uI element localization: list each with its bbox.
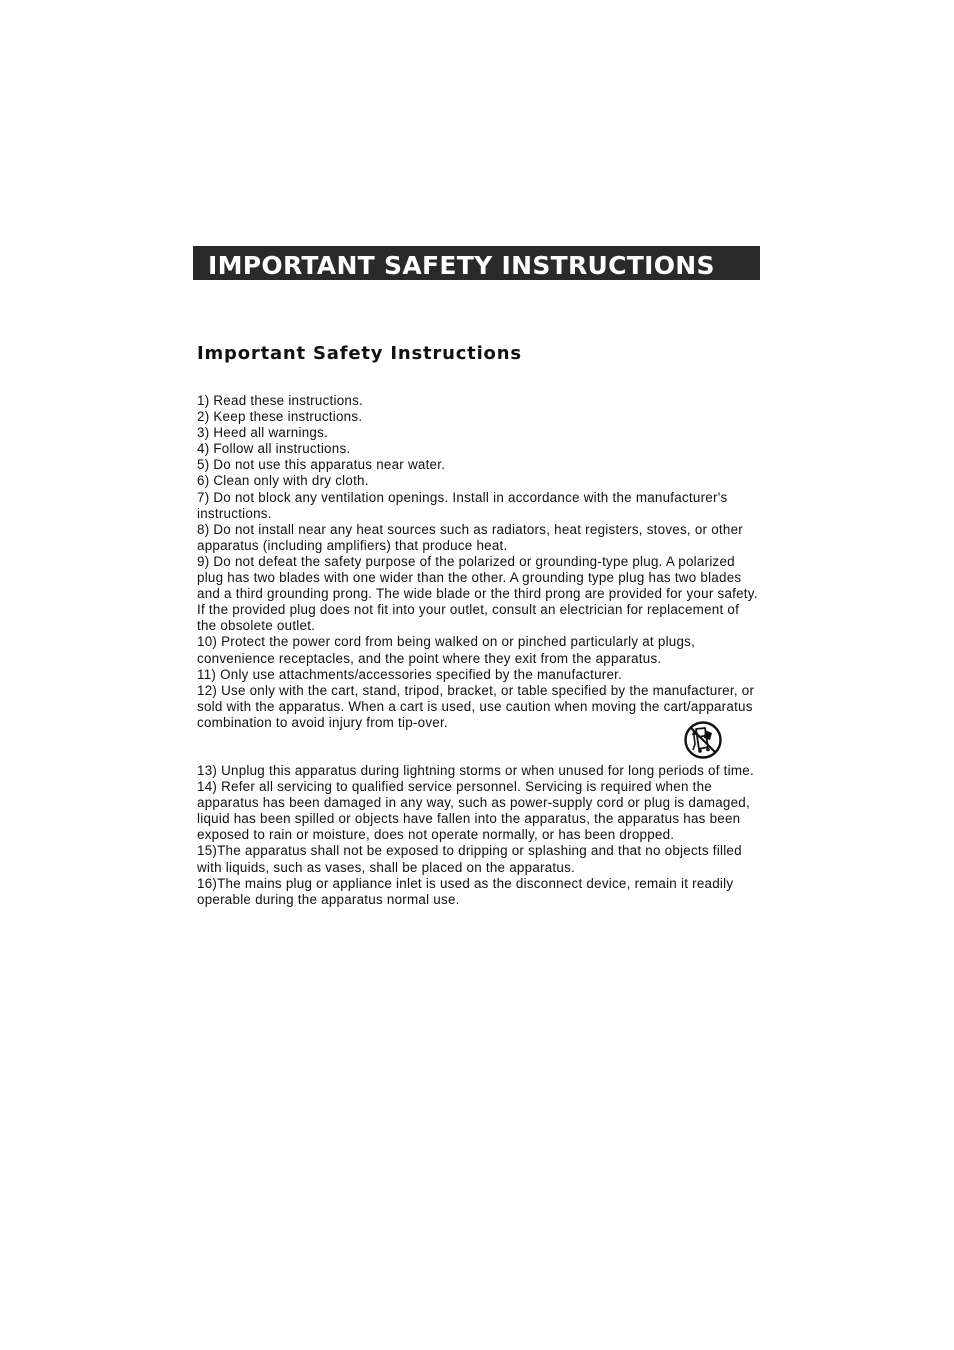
instruction-item-9: 9) Do not defeat the safety purpose of the polarized or grounding-type plug. A polarized plug has two blades with one wider than the other. A grounding type plug has two blades and a third grounding prong. The wide blade or the third prong are provided for your safety. If the provided plug does not fit into your outlet, consult an electrician for replacement of the obsolete outlet. <box>197 553 758 634</box>
instruction-item-5: 5) Do not use this apparatus near water. <box>197 457 446 473</box>
page-banner-title: IMPORTANT SAFETY INSTRUCTIONS <box>193 246 760 280</box>
instruction-item-6: 6) Clean only with dry cloth. <box>197 473 369 489</box>
instruction-item-3: 3) Heed all warnings. <box>197 425 329 441</box>
instructions-list-part-2 <box>197 763 759 908</box>
instruction-item-1: 1) Read these instructions. <box>197 393 364 408</box>
instruction-item-12: 12) Use only with the cart, stand, tripod, bracket, or table specified by the manufacturer, or sold with the apparatus. When a cart is used, use caution when moving the cart/apparatus combination to avoid injury from tip-over. <box>197 682 755 730</box>
section-title: Important Safety Instructions <box>197 343 522 364</box>
instruction-item-7: 7) Do not block any ventilation openings. Install in accordance with the manufacturer's instructions. <box>197 489 728 521</box>
instruction-item-13: 13) Unplug this apparatus during lightning storms or when unused for long periods of time. <box>197 763 754 778</box>
instruction-item-16: 16)The mains plug or appliance inlet is used as the disconnect device, remain it readily operable during the apparatus normal use. <box>197 875 734 907</box>
instruction-item-8: 8) Do not install near any heat sources such as radiators, heat registers, stoves, or other apparatus (including amplifiers) that produce heat. <box>197 521 743 553</box>
instruction-item-4: 4) Follow all instructions. <box>197 441 351 457</box>
cart-tip-over-warning-icon <box>683 720 723 760</box>
instruction-item-10: 10) Protect the power cord from being walked on or pinched particularly at plugs, convenience receptacles, and the point where they exit from the apparatus. <box>197 634 696 666</box>
instruction-item-11: 11) Only use attachments/accessories specified by the manufacturer. <box>197 666 623 682</box>
instruction-item-14: 14) Refer all servicing to qualified service personnel. Servicing is required when the apparatus has been damaged in any way, such as power-supply cord or plug is damaged, liquid has been spilled or objects have fallen into the apparatus, the apparatus has been exposed to rain or moisture, does not operate normally, or has been dropped. <box>197 779 750 843</box>
instructions-list-part-1 <box>197 393 759 731</box>
instruction-item-2: 2) Keep these instructions. <box>197 409 363 425</box>
instruction-item-15: 15)The apparatus shall not be exposed to dripping or splashing and that no objects filled with liquids, such as vases, shall be placed on the apparatus. <box>197 843 742 875</box>
